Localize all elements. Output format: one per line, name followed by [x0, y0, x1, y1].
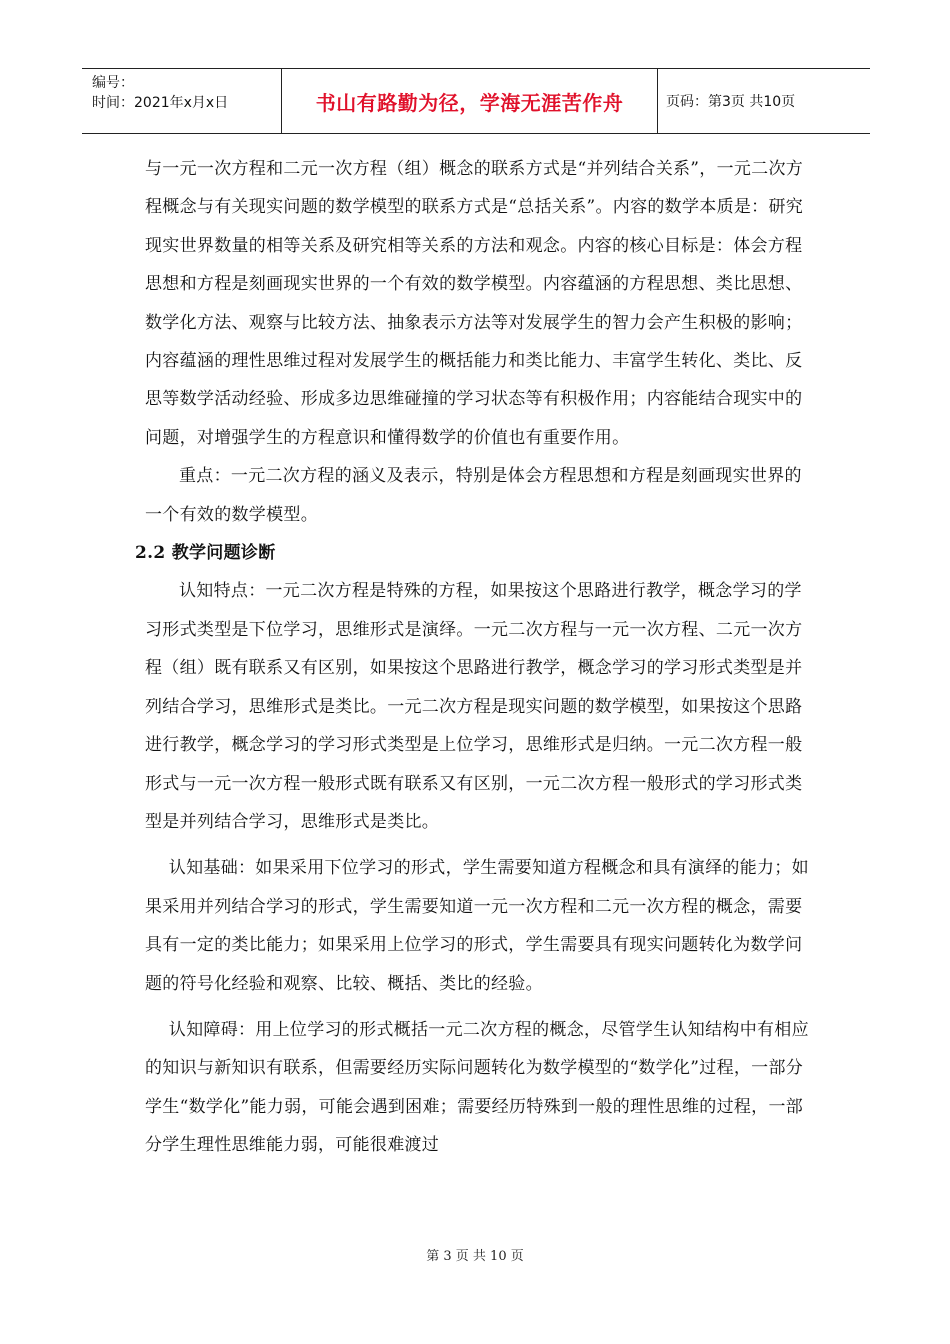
header-motto: 书山有路勤为径，学海无涯苦作舟 [282, 69, 658, 133]
paragraph-4: 认知基础：如果采用下位学习的形式，学生需要知道方程概念和具有演绎的能力；如果采用并列结合学习的形式，学生需要知道一元一次方程和二元一次方程的概念，需要具有一定的类比能力；如果采用上位学习的形式，学生需要具有现实问题转化为数学问题的符号化经验和观察、比较、概括、类比的经验。 [145, 858, 809, 994]
paragraph-1: 与一元一次方程和二元一次方程（组）概念的联系方式是“并列结合关系”，一元二次方程概念与有关现实问题的数学模型的联系方式是“总括关系”。内容的数学本质是：研究现实世界数量的相等关系及研究相等关系的方法和观念。内容的核心目标是：体会方程思想和方程是刻画现实世界的一个有效的数学模型。内容蕴涵的方程思想、类比思想、数学化方法、观察与比较方法、抽象表示方法等对发展学生的智力会产生积极的影响；内容蕴涵的理性思维过程对发展学生的概括能力和类比能力、丰富学生转化、类比、反思等数学活动经验、形成多边思维碰撞的学习状态等有积极作用；内容能结合现实中的问题，对增强学生的方程意识和懂得数学的价值也有重要作用。 [145, 159, 804, 448]
paragraph-3: 认知特点：一元二次方程是特殊的方程，如果按这个思路进行教学，概念学习的学习形式类型是下位学习，思维形式是演绎。一元二次方程与一元一次方程、二元一次方程（组）既有联系又有区别，如果按这个思路进行教学，概念学习的学习形式类型是并列结合学习，思维形式是类比。一元二次方程是现实问题的数学模型，如果按这个思路进行教学，概念学习的学习形式类型是上位学习，思维形式是归纳。一元二次方程一般形式与一元一次方程一般形式既有联系又有区别，一元二次方程一般形式的学习形式类型是并列结合学习，思维形式是类比。 [145, 581, 803, 832]
paragraph-2: 重点：一元二次方程的涵义及表示，特别是体会方程思想和方程是刻画现实世界的一个有效的数学模型。 [145, 466, 802, 525]
header-time-label: 时间：2021年x月x日 [92, 95, 229, 111]
page-header [82, 68, 870, 134]
page-footer: 第 3 页 共 10 页 [426, 1249, 524, 1264]
header-number-label: 编号： [92, 75, 134, 91]
header-meta [82, 69, 282, 133]
paragraph-5: 认知障碍：用上位学习的形式概括一元二次方程的概念，尽管学生认知结构中有相应的知识与新知识有联系，但需要经历实际问题转化为数学模型的“数学化”过程，一部分学生“数学化”能力弱，可能会遇到困难；需要经历特殊到一般的理性思维的过程，一部分学生理性思维能力弱，可能很难渡过 [145, 1019, 809, 1156]
document-body [135, 150, 810, 1165]
section-heading: 2.2 教学问题诊断 [135, 543, 276, 564]
header-page-info: 页码：第3页 共10页 [666, 94, 796, 110]
